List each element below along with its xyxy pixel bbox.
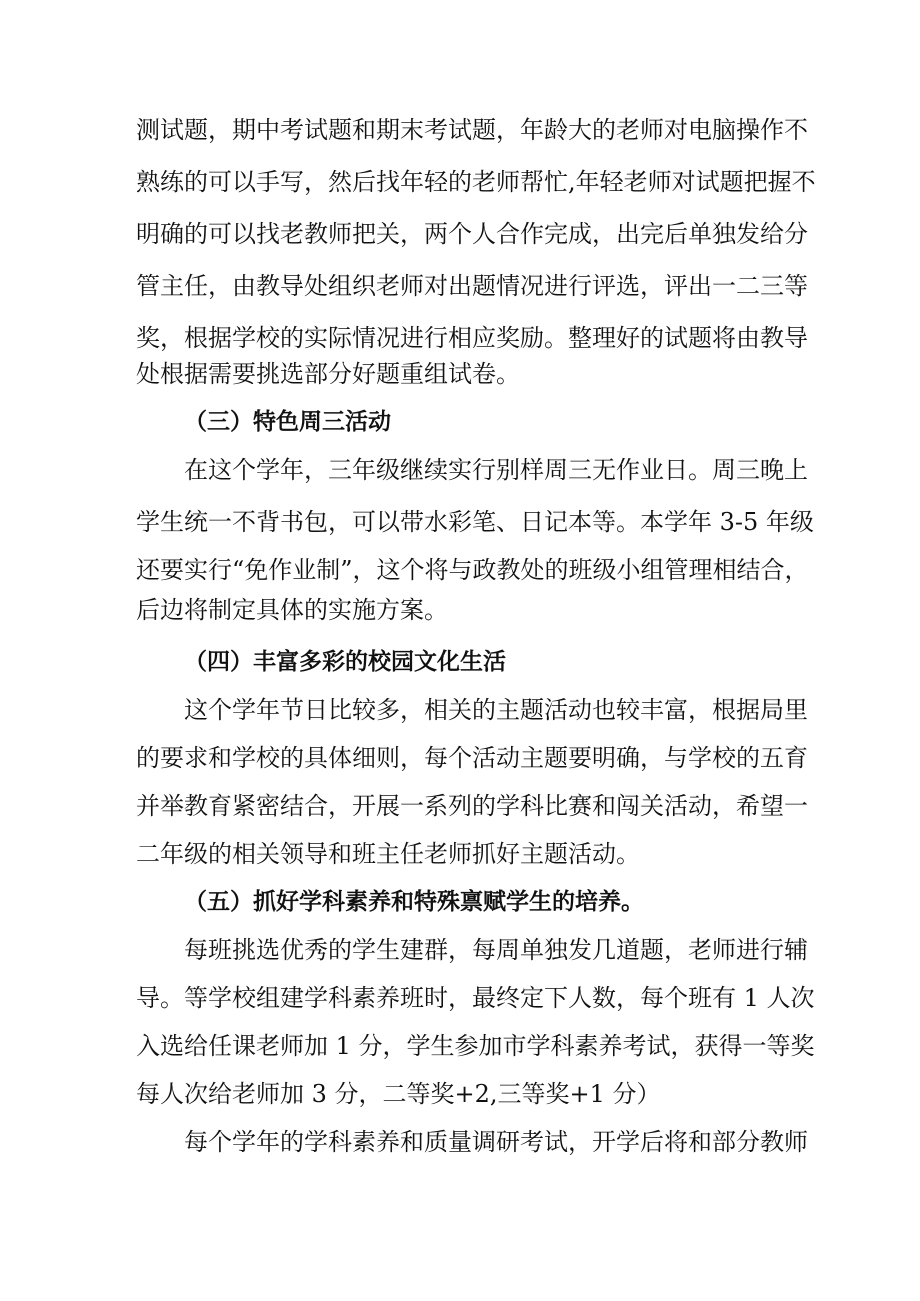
- section-heading-4: （四）丰富多彩的校园文化生活: [184, 649, 506, 675]
- paragraph-line: 这个学年节日比较多，相关的主题活动也较丰富，根据局里: [184, 696, 808, 724]
- section-heading-3: （三）特色周三活动: [184, 409, 391, 435]
- paragraph-line: 在这个学年，三年级继续实行别样周三无作业日。周三晚上: [184, 456, 808, 484]
- paragraph-line: 学生统一不背书包，可以带水彩笔、日记本等。本学年 3-5 年级: [136, 508, 814, 536]
- paragraph-line: 奖，根据学校的实际情况进行相应奖励。整理好的试题将由教导: [136, 324, 808, 352]
- paragraph-line: 并举教育紧密结合，开展一系列的学科比赛和闯关活动，希望一: [136, 792, 808, 820]
- section-heading-5: （五）抓好学科素养和特殊禀赋学生的培养。: [184, 889, 644, 915]
- paragraph-line: 每个学年的学科素养和质量调研考试，开学后将和部分教师: [184, 1128, 808, 1156]
- paragraph-line: 熟练的可以手写，然后找年轻的老师帮忙,年轻老师对试题把握不: [136, 168, 816, 196]
- paragraph-line: 导。等学校组建学科素养班时，最终定下人数，每个班有 1 人次: [136, 984, 815, 1012]
- paragraph-line: 入选给任课老师加 1 分，学生参加市学科素养考试，获得一等奖: [136, 1032, 815, 1060]
- paragraph-line: 每人次给老师加 3 分，二等奖+2,三等奖+1 分）: [136, 1080, 661, 1108]
- paragraph-line: 测试题，期中考试题和期末考试题，年龄大的老师对电脑操作不: [136, 116, 808, 144]
- paragraph-line: 的要求和学校的具体细则，每个活动主题要明确，与学校的五育: [136, 744, 808, 772]
- paragraph-line: 还要实行“免作业制”，这个将与政教处的班级小组管理相结合，: [136, 556, 809, 584]
- paragraph-line: 二年级的相关领导和班主任老师抓好主题活动。: [136, 840, 640, 868]
- paragraph-line: 每班挑选优秀的学生建群，每周单独发几道题，老师进行辅: [184, 936, 808, 964]
- paragraph-line: 明确的可以找老教师把关，两个人合作完成，出完后单独发给分: [136, 220, 808, 248]
- paragraph-line: 管主任，由教导处组织老师对出题情况进行评选，评出一二三等: [136, 272, 808, 300]
- paragraph-line: 处根据需要挑选部分好题重组试卷。: [136, 360, 520, 388]
- paragraph-line: 后边将制定具体的实施方案。: [136, 596, 448, 624]
